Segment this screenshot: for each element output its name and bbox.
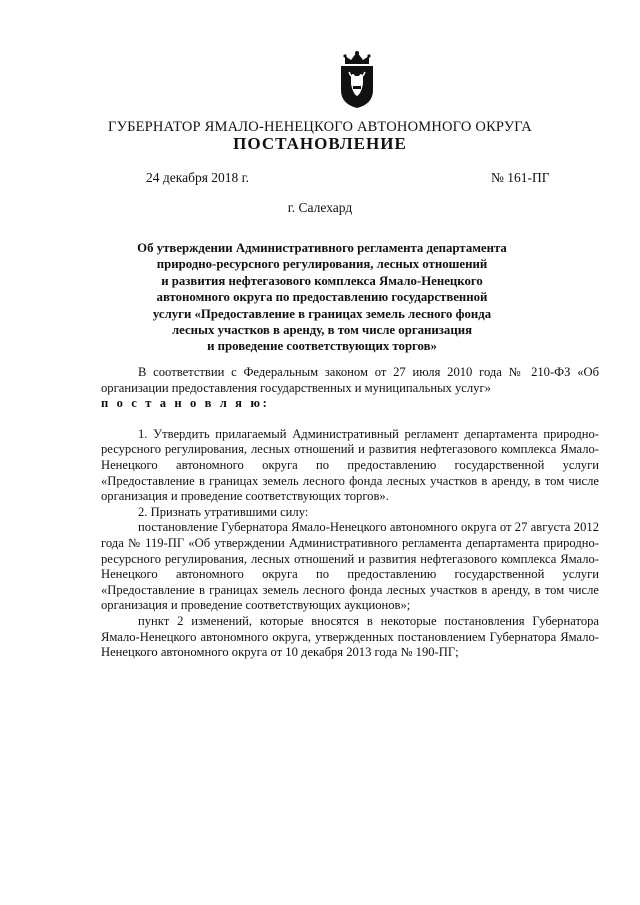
preamble-text: В соответствии с Федеральным законом от 27 июля 2010 года № 210-ФЗ «Об организации предоставления государственных и муниципальных услуг» — [101, 365, 599, 395]
decree-word: п о с т а н о в л я ю: — [101, 396, 270, 411]
title-line: Об утверждении Административного регламента департамента — [137, 241, 507, 255]
preamble-paragraph — [101, 365, 599, 412]
paragraph-2: 2. Признать утратившими силу: — [138, 504, 309, 519]
title-line: лесных участков в аренду, в том числе организация — [171, 323, 472, 338]
document-city: г. Салехард — [287, 200, 353, 215]
document-date: 24 декабря 2018 г. — [146, 170, 250, 185]
title-line: автономного округа по предоставлению государственной — [156, 290, 488, 305]
coat-of-arms-emblem — [333, 50, 381, 110]
document-title — [120, 240, 524, 355]
title-line: и проведение соответствующих торгов» — [207, 339, 437, 354]
title-line: природно-ресурсного регулирования, лесных отношений — [156, 257, 488, 272]
title-line: услуги «Предоставление в границах земель лесного фонда — [152, 306, 492, 321]
paragraph-3: постановление Губернатора Ямало-Ненецкого автономного округа от 27 августа 2012 года № 119-ПГ «Об утверждении Административного регламента департамента природно-ресурсного регулирования, лесных отношений и развития нефтегазового комплекса Ямало-Ненецкого автономного округа по предоставлению государственной услуги «Предоставление в границах земель лесного фонда лесных участков в аренду, в том числе организация и проведение соответствующих аукционов»; — [101, 520, 599, 613]
document-body — [101, 365, 599, 661]
document-number: № 161-ПГ — [491, 170, 550, 185]
issuer-heading: ГУБЕРНАТОР ЯМАЛО-НЕНЕЦКОГО АВТОНОМНОГО ОКРУГА — [108, 119, 532, 135]
document-type-heading: ПОСТАНОВЛЕНИЕ — [233, 134, 407, 153]
paragraph-1: 1. Утвердить прилагаемый Административный регламент департамента природно-ресурсного регулирования, лесных отношений и развития нефтегазового комплекса Ямало-Ненецкого автономного округа по предоставлению государственной услуги «Предоставление в границах земель лесного фонда лесных участков в аренду, в том числе организация и проведение соответствующих торгов». — [101, 426, 599, 504]
paragraph-4: пункт 2 изменений, которые вносятся в некоторые постановления Губернатора Ямало-Ненецкого автономного округа, утвержденных постановлением Губернатора Ямало-Ненецкого автономного округа от 10 декабря 2013 года № 190-ПГ; — [101, 613, 599, 660]
title-line: и развития нефтегазового комплекса Ямало-Ненецкого — [161, 273, 483, 288]
